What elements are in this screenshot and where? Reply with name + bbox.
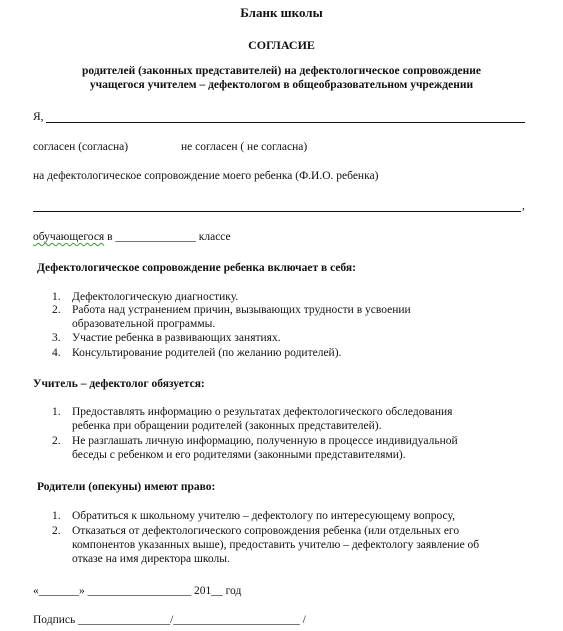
class-suffix: в ______________ классе [107,231,231,243]
list-number: 1. [52,291,61,303]
list-item: Отказаться от дефектологического сопровождения ребенка (или отдельных его [72,525,460,537]
parent-name-line[interactable] [46,122,525,123]
section2-heading: Учитель – дефектолог обязуется: [33,378,205,390]
signature-line[interactable]: Подпись ________________/______________________ / [33,614,306,626]
child-name-label: на дефектологическое сопровождение моего ребенка (Ф.И.О. ребенка) [33,170,379,182]
list-item: Дефектологическую диагностику. [72,291,239,303]
disagree-option[interactable]: не согласен ( не согласна) [181,141,308,153]
list-item-continuation: ребенка при обращении родителей (законных представителей). [72,420,382,432]
list-item-continuation: отказе на имя директора школы. [72,553,230,565]
list-item: Не разглашать личную информацию, полученную в процессе индивидуальной [72,435,458,447]
list-item: Предоставлять информацию о результатах дефектологического обследования [72,406,453,418]
school-form-label: Бланк школы [240,5,323,20]
agree-option[interactable]: согласен (согласна) [33,141,129,153]
subtitle-line-1: родителей (законных представителей) на дефектологическое сопровождение [82,65,481,77]
list-number: 4. [52,347,61,359]
list-item: Обратиться к школьному учителю – дефектологу по интересующему вопросу, [72,510,455,522]
document-title: СОГЛАСИЕ [248,38,315,52]
list-item: Участие ребенка в развивающих занятиях. [72,332,281,344]
subtitle-line-2: учащегося учителем – дефектологом в общеобразовательном учреждении [89,79,474,91]
list-number: 2. [52,435,61,447]
list-item: Консультирование родителей (по желанию родителей). [72,347,342,359]
list-item-continuation: беседы с ребенком и его родителями (законными представителями). [72,449,406,461]
list-number: 1. [52,406,61,418]
child-name-line[interactable] [33,211,521,212]
list-number: 2. [52,525,61,537]
name-prefix: Я, [33,111,44,123]
list-number: 2. [52,304,61,316]
list-number: 1. [52,510,61,522]
list-number: 3. [52,332,61,344]
list-item-continuation: образовательной программы. [72,318,216,330]
section1-heading: Дефектологическое сопровождение ребенка включает в себя: [37,262,356,274]
list-item-continuation: компонентов указанных выше), предоставить учителю – дефектологу заявление об [72,539,480,551]
class-field[interactable] [33,230,231,244]
list-item: Работа над устранением причин, вызывающих трудности в усвоении [72,304,411,316]
section3-heading: Родители (опекуны) имеют право: [37,481,216,493]
child-line-comma: , [522,200,525,212]
student-word: обучающегося [33,231,105,243]
date-line[interactable]: «_______» __________________ 201__ год [33,585,242,597]
